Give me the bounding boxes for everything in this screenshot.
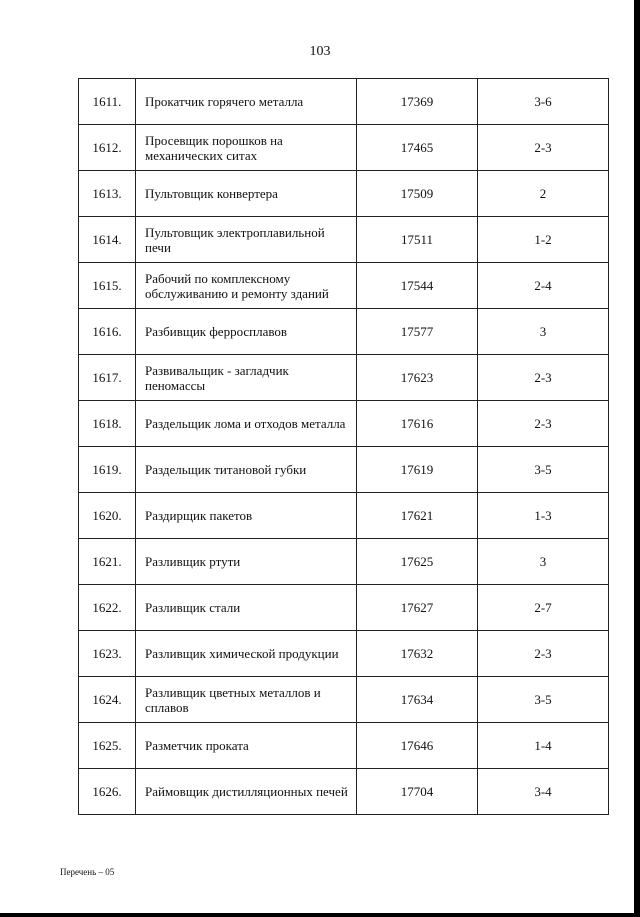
occupation-name: Раймовщик дистилляционных печей: [136, 769, 357, 815]
grade-range: 3-6: [478, 79, 609, 125]
occupation-name: Рабочий по комплексному обслуживанию и ремонту зданий: [136, 263, 357, 309]
grade-range: 1-4: [478, 723, 609, 769]
grade-range: 2-3: [478, 631, 609, 677]
occupation-code: 17704: [357, 769, 478, 815]
grade-range: 3-4: [478, 769, 609, 815]
grade-range: 1-3: [478, 493, 609, 539]
table-body: [79, 79, 609, 815]
grade-range: 2: [478, 171, 609, 217]
occupation-name: Развивальщик - загладчик пеномассы: [136, 355, 357, 401]
row-number: 1622.: [79, 585, 136, 631]
table-row: [79, 263, 609, 309]
occupation-name: Разливщик химической продукции: [136, 631, 357, 677]
table-row: [79, 723, 609, 769]
occupation-name: Раздирщик пакетов: [136, 493, 357, 539]
table-row: [79, 309, 609, 355]
row-number: 1613.: [79, 171, 136, 217]
grade-range: 1-2: [478, 217, 609, 263]
occupation-code: 17646: [357, 723, 478, 769]
table-row: [79, 79, 609, 125]
occupations-table: [78, 78, 609, 815]
occupation-code: 17632: [357, 631, 478, 677]
occupation-code: 17627: [357, 585, 478, 631]
row-number: 1620.: [79, 493, 136, 539]
table-row: [79, 493, 609, 539]
occupation-name: Разливщик ртути: [136, 539, 357, 585]
row-number: 1623.: [79, 631, 136, 677]
occupation-name: Пультовщик конвертера: [136, 171, 357, 217]
occupation-name: Пультовщик электроплавильной печи: [136, 217, 357, 263]
grade-range: 2-4: [478, 263, 609, 309]
grade-range: 2-3: [478, 401, 609, 447]
occupation-name: Разливщик стали: [136, 585, 357, 631]
grade-range: 2-3: [478, 355, 609, 401]
row-number: 1612.: [79, 125, 136, 171]
row-number: 1618.: [79, 401, 136, 447]
occupation-code: 17619: [357, 447, 478, 493]
occupation-code: 17616: [357, 401, 478, 447]
occupation-name: Разливщик цветных металлов и сплавов: [136, 677, 357, 723]
occupation-name: Прокатчик горячего металла: [136, 79, 357, 125]
grade-range: 3: [478, 539, 609, 585]
row-number: 1626.: [79, 769, 136, 815]
table-row: [79, 125, 609, 171]
page-number: 103: [309, 44, 331, 59]
occupation-code: 17511: [357, 217, 478, 263]
row-number: 1615.: [79, 263, 136, 309]
scan-edge-bottom: [0, 913, 640, 917]
grade-range: 3: [478, 309, 609, 355]
occupation-code: 17544: [357, 263, 478, 309]
table-row: [79, 171, 609, 217]
table-row: [79, 769, 609, 815]
scan-edge-right: [634, 0, 640, 917]
occupation-name: Раздельщик лома и отходов металла: [136, 401, 357, 447]
grade-range: 3-5: [478, 447, 609, 493]
grade-range: 3-5: [478, 677, 609, 723]
row-number: 1619.: [79, 447, 136, 493]
table-row: [79, 585, 609, 631]
table-row: [79, 401, 609, 447]
occupation-name: Разбивщик ферросплавов: [136, 309, 357, 355]
row-number: 1614.: [79, 217, 136, 263]
occupation-code: 17634: [357, 677, 478, 723]
table-row: [79, 355, 609, 401]
grade-range: 2-7: [478, 585, 609, 631]
occupation-code: 17577: [357, 309, 478, 355]
table-row: [79, 447, 609, 493]
occupation-code: 17623: [357, 355, 478, 401]
row-number: 1625.: [79, 723, 136, 769]
occupation-code: 17369: [357, 79, 478, 125]
row-number: 1611.: [79, 79, 136, 125]
row-number: 1617.: [79, 355, 136, 401]
occupation-code: 17625: [357, 539, 478, 585]
row-number: 1621.: [79, 539, 136, 585]
occupation-code: 17509: [357, 171, 478, 217]
occupation-name: Просевщик порошков на механических ситах: [136, 125, 357, 171]
occupation-name: Разметчик проката: [136, 723, 357, 769]
table-row: [79, 677, 609, 723]
table-row: [79, 539, 609, 585]
footer-note: Перечень – 05: [60, 867, 115, 877]
occupation-code: 17621: [357, 493, 478, 539]
row-number: 1616.: [79, 309, 136, 355]
table-row: [79, 631, 609, 677]
table-row: [79, 217, 609, 263]
occupation-code: 17465: [357, 125, 478, 171]
grade-range: 2-3: [478, 125, 609, 171]
row-number: 1624.: [79, 677, 136, 723]
occupation-name: Раздельщик титановой губки: [136, 447, 357, 493]
